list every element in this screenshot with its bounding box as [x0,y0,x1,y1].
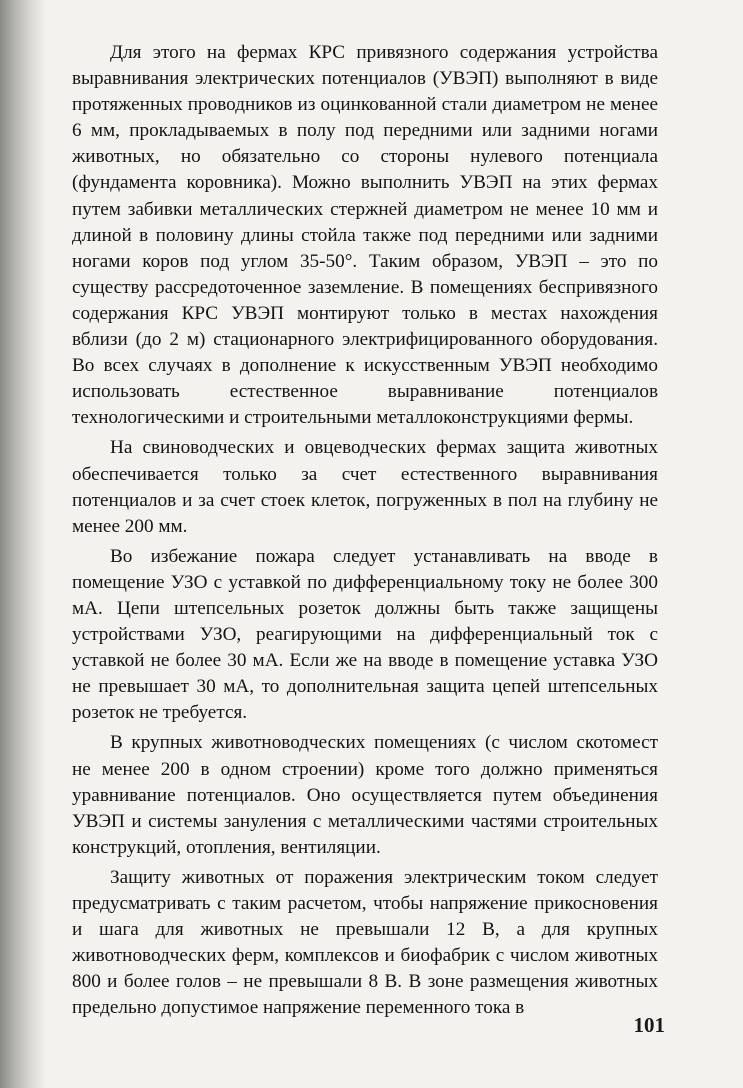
paragraph-3: Во избежание пожара следует устанавливать на вводе в помещение УЗО с уставкой по дифференциальному току не более 300 мА. Цепи штепсельных розеток должны быть также защищены устройствами УЗО, реагирующими на дифференциальный ток с уставкой не более 30 мА. Если же на вводе в помещение уставка УЗО не превышает 30 мА, то дополнительная защита цепей штепсельных розеток не требуется. [72,545,658,724]
binding-shadow [0,0,46,1088]
paragraph-5: Защиту животных от поражения электрическим током следует предусматривать с таким расчетом, чтобы напряжение прикосновения и шага для животных не превышали 12 В, а для крупных животноводческих ферм, комплексов и биофабрик с числом животных 800 и более голов – не превышали 8 В. В зоне размещения животных предельно допустимое напряжение переменного тока в [72,866,658,1019]
paragraph-4: В крупных животноводческих помещениях (с числом скотомест не менее 200 в одном строении) кроме того должно применяться уравнивание потенциалов. Оно осуществляется путем объединения УВЭП и системы зануления с металлическими частями строительных конструкций, отопления, вентиляции. [72,732,658,858]
page-number: 101 [633,1013,665,1037]
paragraph-1: Для этого на фермах КРС привязного содержания устройства выравнивания электрических потенциалов (УВЭП) выполняют в виде протяженных проводников из оцинкованной стали диаметром не менее 6 мм, прокладываемых в полу под передними или задними ногами животных, но обязательно со стороны нулевого потенциала (фундамента коровника). Можно выполнить УВЭП на этих фермах путем забивки металлических стержней диаметром не менее 10 мм и длиной в половину длины стойла также под передними или задними ногами коров под углом 35-50°. Таким образом, УВЭП – это по существу рассредоточенное заземление. В помещениях беспривязного содержания КРС УВЭП монтируют только в местах нахождения вблизи (до 2 м) стационарного электрифицированного оборудования. Во всех случаях в дополнение к искусственным УВЭП необходимо использовать естественное выравнивание потенциалов технологическими и строительными металлоконструкциями фермы. [72,42,658,429]
paragraph-2: На свиноводческих и овцеводческих фермах защита животных обеспечивается только за счет естественного выравнивания потенциалов и за счет стоек клеток, погруженных в пол на глубину не менее 200 мм. [72,437,658,537]
page-text [72,40,658,1080]
